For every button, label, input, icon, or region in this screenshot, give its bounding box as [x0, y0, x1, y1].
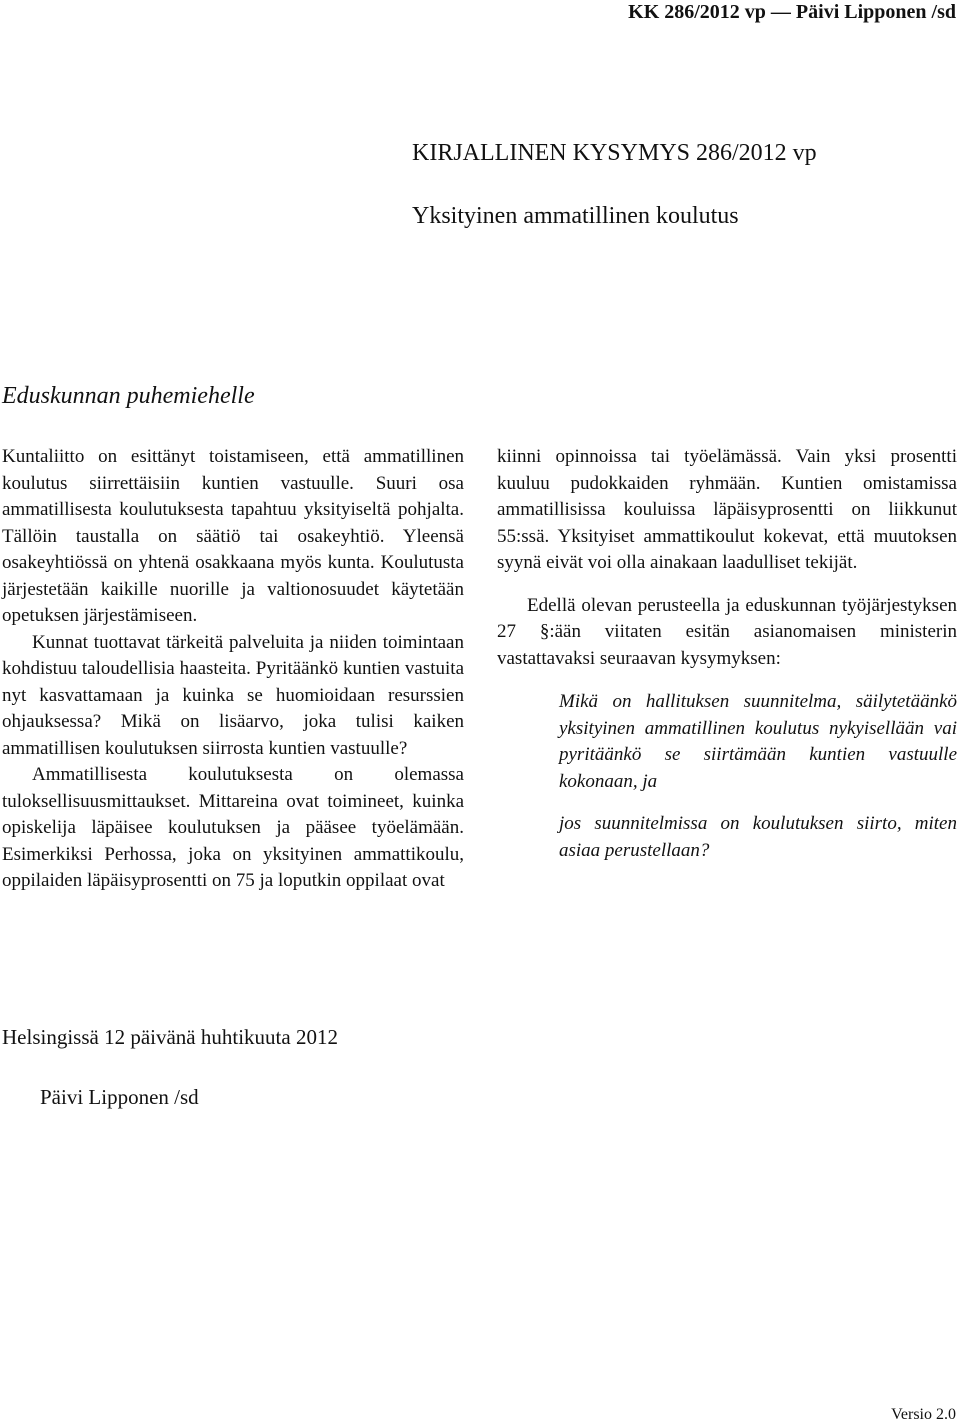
paragraph-3-text: Ammatillisesta koulutuksesta on olemassa tuloksellisuusmittaukset. Mittareina ovat toimineet, kuinka opiskelija läpäisee koulutuksen ja pääsee työelämään. Esimerkiksi Perhossa, joka on yksityinen ammattikoulu, oppilaiden läpäisyprosentti on 75 ja loputkin oppilaat ovat	[2, 764, 464, 891]
paragraph-4: Edellä olevan perusteella ja eduskunnan työjärjestyksen 27 §:ään viitaten esitän asianomaisen ministerin vastattavaksi seuraavan kysymyksen:	[497, 594, 957, 669]
signer-name: Päivi Lipponen /sd	[40, 1085, 199, 1109]
question-2: jos suunnitelmissa on koulutuksen siirto, miten asiaa perustellaan?	[559, 813, 957, 861]
version-label: Versio 2.0	[891, 1406, 956, 1423]
body-column-left	[2, 444, 464, 895]
paragraph-3-continued: kiinni opinnoissa tai työelämässä. Vain yksi prosentti kuuluu pudokkaiden ryhmään. Kuntien omistamissa ammatillisissa kouluissa läpäisyprosentti on liikkunut 55:ssä. Yksityiset ammattikoulut kokevat, että muutoksen syynä eivät voi olla ainakaan laadulliset tekijät.	[497, 446, 957, 573]
paragraph-2: Kunnat tuottavat tärkeitä palveluita ja niiden toimintaan kohdistuu taloudellisia haasteita. Pyritäänkö kuntien vastuita nyt kasvattamaan ja kuinka se huomioidaan resurssien ohjauksessa? Mikä on lisäarvo, joka tulisi kaiken ammatillisen koulutuksen siirrosta kuntien vastuulle?	[2, 631, 464, 759]
paragraph-3	[2, 762, 464, 895]
document-title: KIRJALLINEN KYSYMYS 286/2012 vp	[412, 140, 817, 166]
addressee: Eduskunnan puhemiehelle	[2, 383, 255, 409]
paragraph-1: Kuntaliitto on esittänyt toistamiseen, että ammatillinen koulutus siirrettäisiin kuntien vastuulle. Suuri osa ammatillisesta koulutuksesta tapahtuu yksityiseltä pohjalta. Tällöin taustalla on säätiö tai osakeyhtiö. Yleensä osakeyhtiössä on yhtenä osakkaana myös kunta. Koulutusta järjestetään kaikille nuorille ja valtionosuudet käytetään opetuksen järjestämiseen.	[2, 446, 464, 626]
body-column-right	[497, 444, 957, 864]
question-1: Mikä on hallituksen suunnitelma, säilytetäänkö yksityinen ammatillinen koulutus nykyisellään vai pyritäänkö se siirtämään kuntien vastuulle kokonaan, ja	[559, 691, 957, 792]
question-block	[559, 689, 957, 864]
document-subtitle: Yksityinen ammatillinen koulutus	[412, 203, 739, 229]
running-head: KK 286/2012 vp — Päivi Lipponen /sd	[628, 1, 956, 23]
place-date: Helsingissä 12 päivänä huhtikuuta 2012	[2, 1025, 338, 1049]
